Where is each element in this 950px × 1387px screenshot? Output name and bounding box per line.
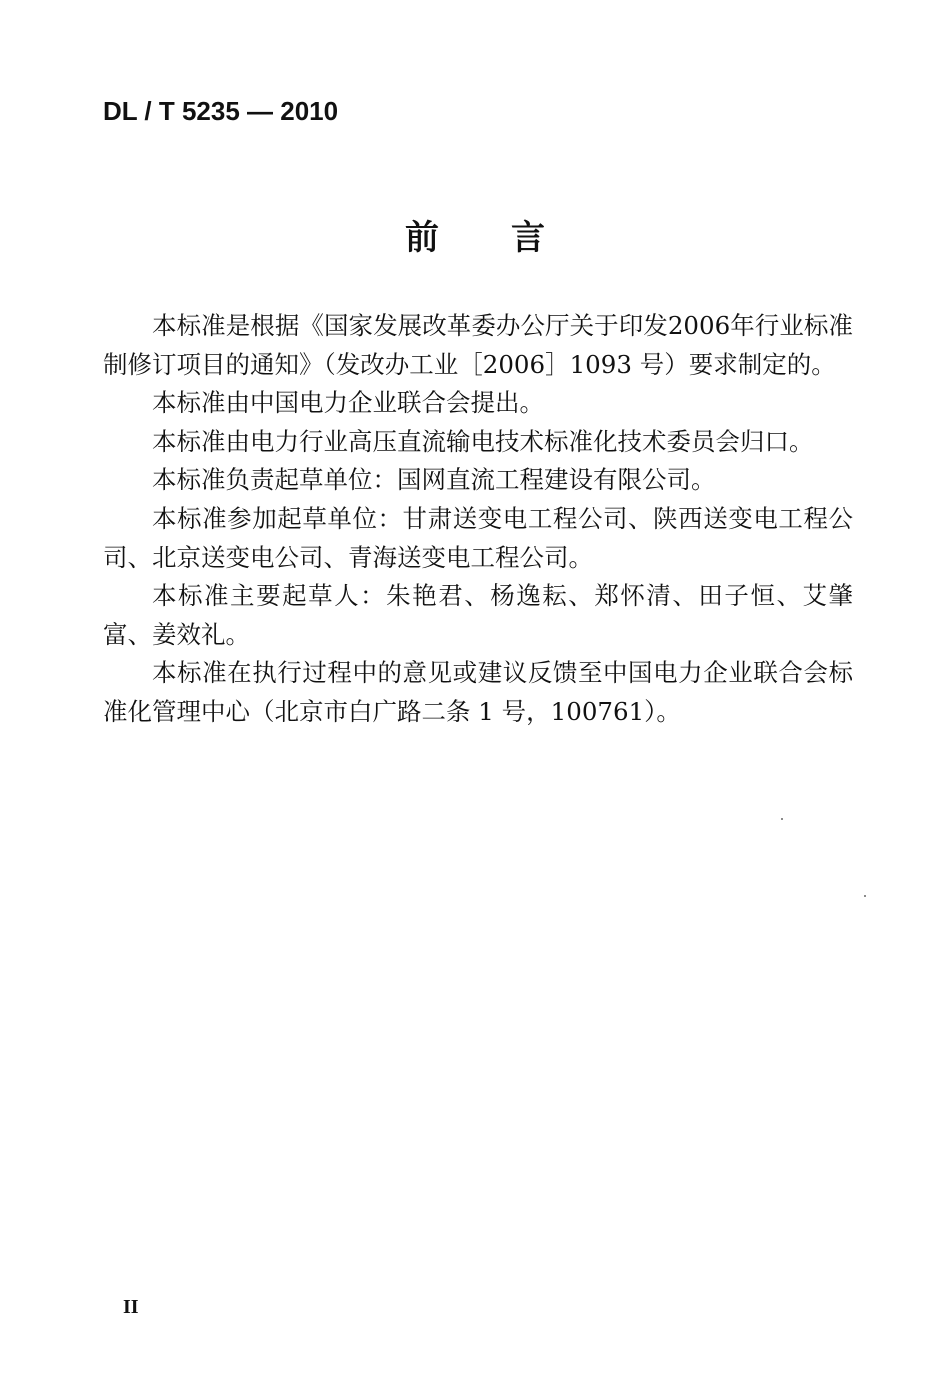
preface-body <box>103 307 853 732</box>
paragraph-main-drafters: 本标准主要起草人：朱艳君、杨逸耘、郑怀清、田子恒、艾肇富、姜效礼。 <box>103 581 853 649</box>
paragraph-chief-drafter-unit: 本标准负责起草单位：国网直流工程建设有限公司。 <box>152 465 716 495</box>
standard-number: DL / T 5235 — 2010 <box>103 96 339 126</box>
scan-speck <box>864 895 866 897</box>
page-number: II <box>123 1296 139 1318</box>
page-title: 前言 <box>405 218 617 258</box>
paragraph-proposer: 本标准由中国电力企业联合会提出。 <box>152 388 544 418</box>
paragraph-administrator: 本标准由电力行业高压直流输电技术标准化技术委员会归口。 <box>152 426 814 456</box>
paragraph-basis: 本标准是根据《国家发展改革委办公厅关于印发2006年行业标准制修订项目的通知》（发改办工业［2006］1093 号）要求制定的。 <box>103 311 853 379</box>
paragraph-feedback: 本标准在执行过程中的意见或建议反馈至中国电力企业联合会标准化管理中心（北京市白广路二条 1 号，100761）。 <box>103 658 853 726</box>
scan-speck <box>781 818 783 820</box>
paragraph-participating-units: 本标准参加起草单位：甘肃送变电工程公司、陕西送变电工程公司、北京送变电公司、青海送变电工程公司。 <box>103 503 853 572</box>
